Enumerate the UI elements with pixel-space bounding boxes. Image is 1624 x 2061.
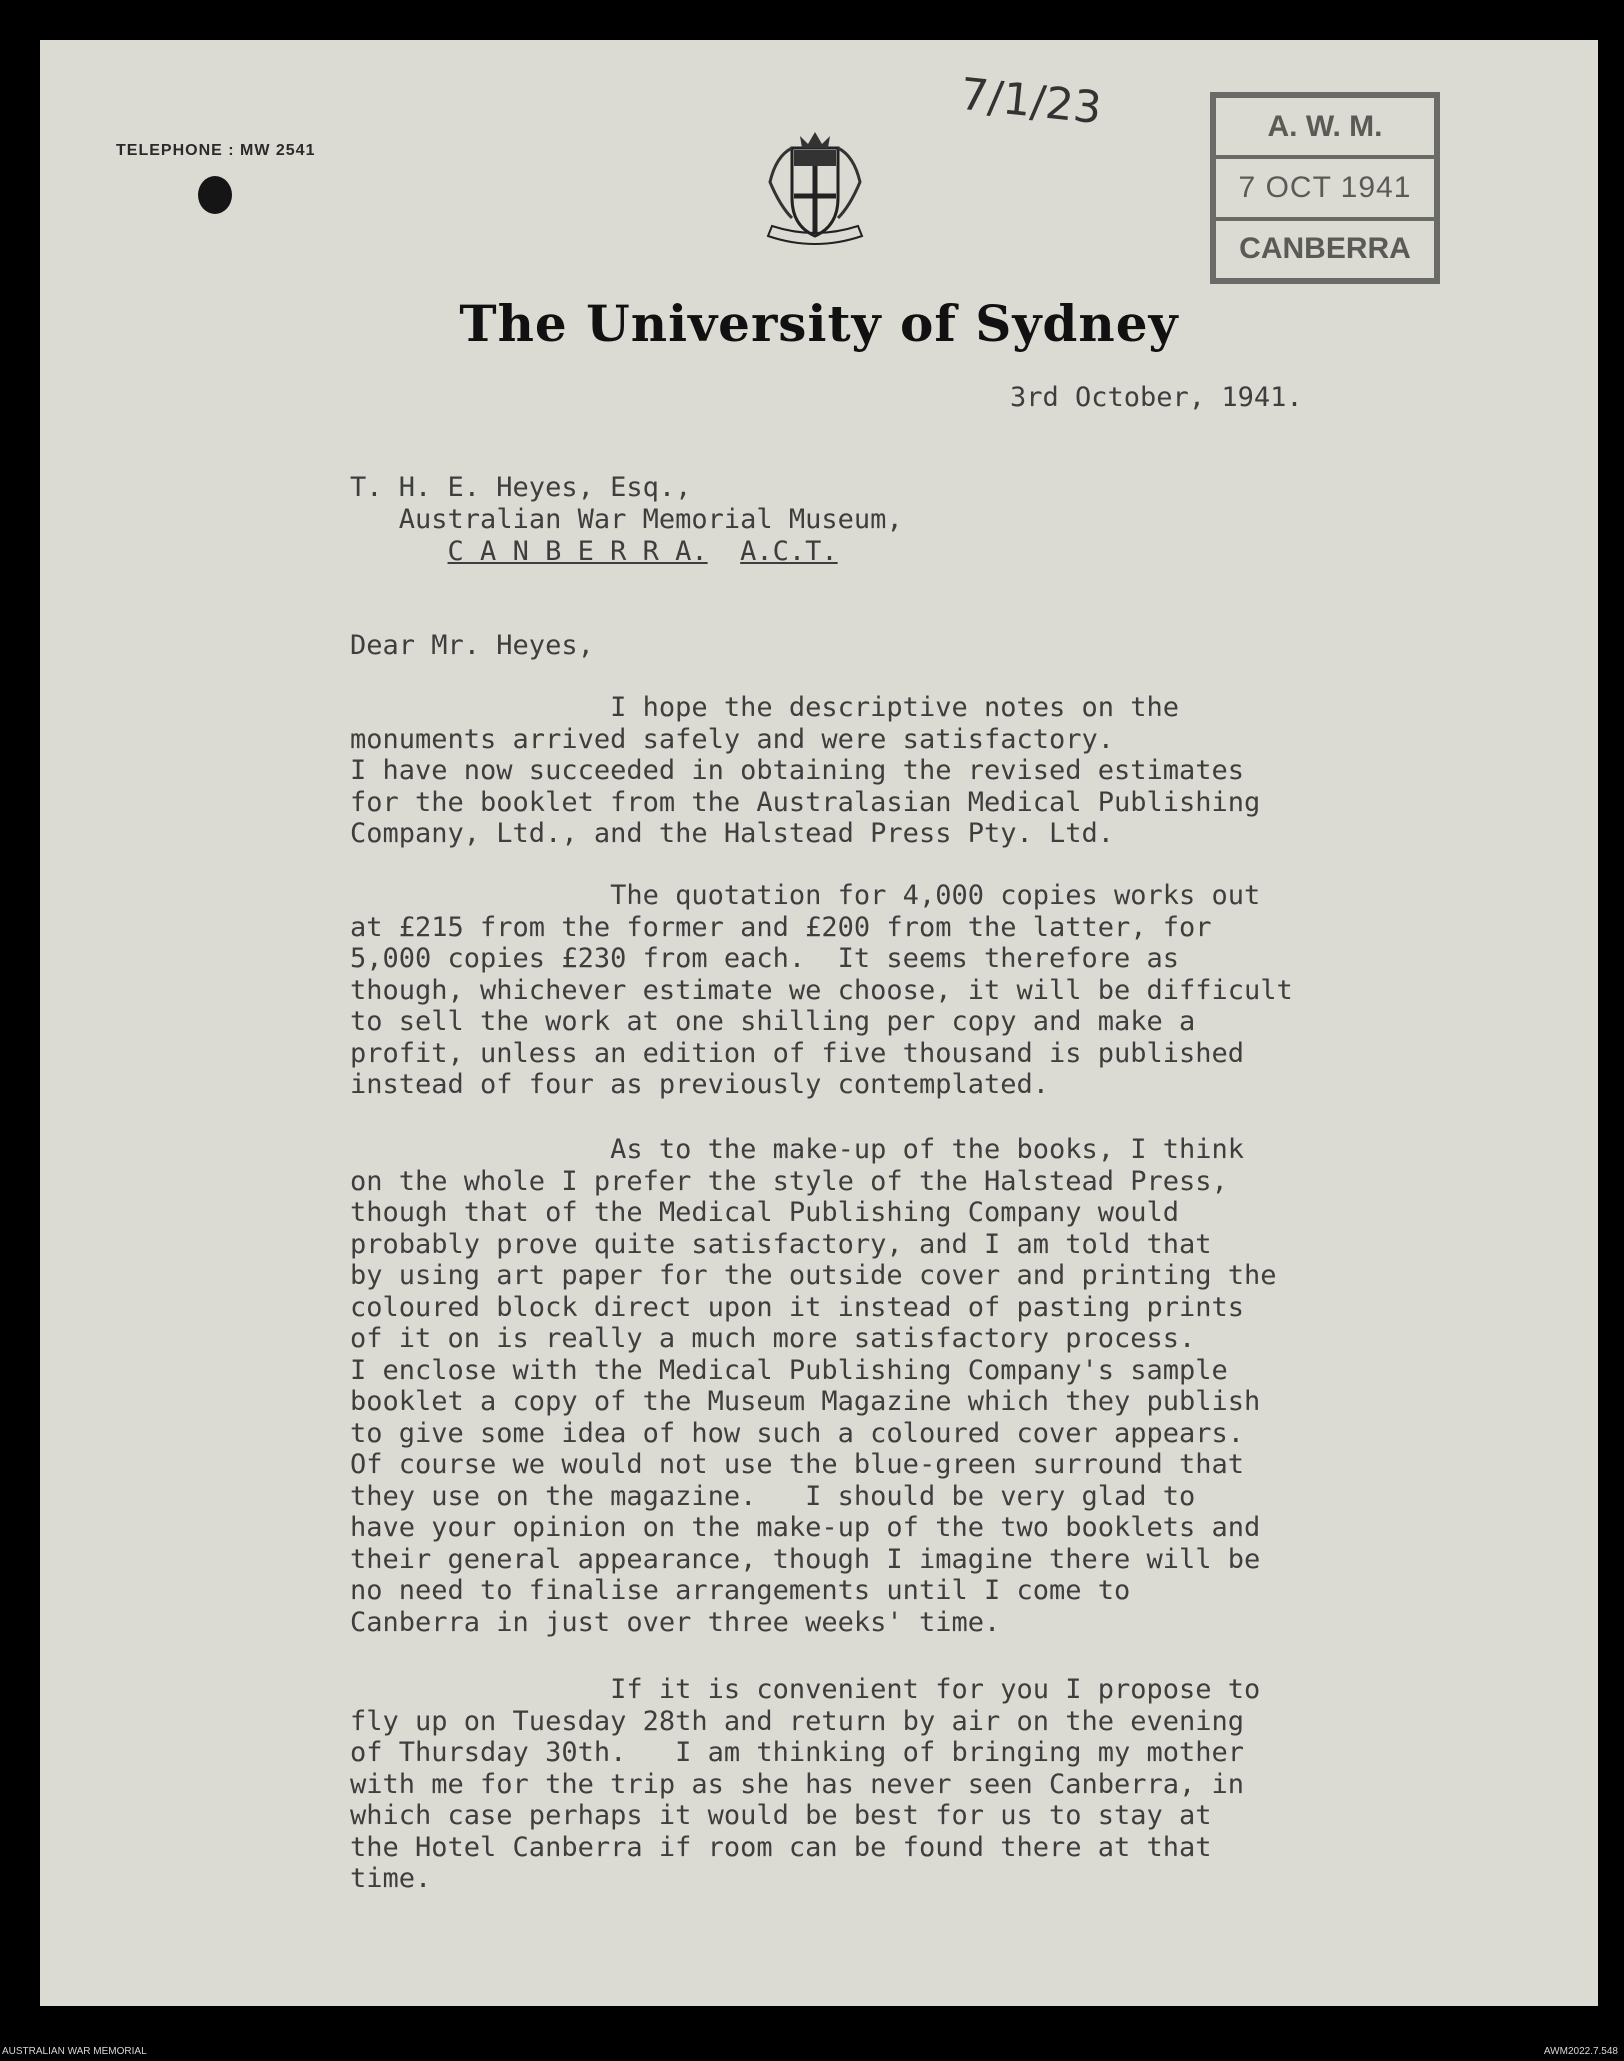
telephone-number: TELEPHONE : MW 2541 bbox=[116, 142, 316, 159]
letter-date: 3rd October, 1941. bbox=[1010, 382, 1303, 413]
recipient-institution bbox=[350, 504, 903, 535]
stamp-line-awm: A. W. M. bbox=[1267, 109, 1383, 143]
recipient-address bbox=[350, 472, 903, 568]
stamp-line-date: 7 OCT 1941 bbox=[1216, 155, 1434, 216]
stamp-line-city: CANBERRA bbox=[1216, 217, 1434, 278]
recipient-city: C A N B E R R A. bbox=[447, 536, 708, 567]
university-crest-icon bbox=[740, 126, 890, 260]
recipient-location bbox=[350, 536, 838, 567]
letter-page bbox=[40, 40, 1598, 2006]
salutation: Dear Mr. Heyes, bbox=[350, 630, 594, 661]
handwritten-reference: 7/1/23 bbox=[957, 68, 1104, 135]
footer-accession-number: AWM2022.7.548 bbox=[1543, 2046, 1618, 2057]
recipient-institution-text: Australian War Memorial Museum, bbox=[398, 504, 903, 535]
body-paragraph: I hope the descriptive notes on the monuments arrived safely and were satisfactory. I have now succeeded in obtaining the revised estimates for the booklet from the Australasian Medical Publishing Company, Ltd., and the Halstead Press Pty. Ltd. bbox=[350, 692, 1261, 849]
footer-institution: AUSTRALIAN WAR MEMORIAL bbox=[2, 2046, 147, 2057]
recipient-name: T. H. E. Heyes, Esq., bbox=[350, 472, 692, 503]
university-name: The University of Sydney bbox=[459, 294, 1179, 353]
body-paragraph: The quotation for 4,000 copies works out at £215 from the former and £200 from the latter, for 5,000 copies £230 from each. It seems therefore as though, whichever estimate we choose, it will be difficult to sell the work at one shilling per copy and make a profit, unless an edition of five thousand is published instead of four as previously contemplated. bbox=[350, 880, 1293, 1100]
received-stamp bbox=[1210, 92, 1440, 284]
body-paragraph: As to the make-up of the books, I think on the whole I prefer the style of the Halstead Press, though that of the Medical Publishing Company would probably prove quite satisfactory, and I am told that by using art paper for the outside cover and printing the coloured block direct upon it instead of pasting prints of it on is really a much more satisfactory process. I enclose with the Medical Publishing Company's sample booklet a copy of the Museum Magazine which they publish to give some idea of how such a coloured cover appears. Of course we would not use the blue-green surround that they use on the magazine. I should be very glad to have your opinion on the make-up of the two booklets and their general appearance, though I imagine there will be no need to finalise arrangements until I come to Canberra in just over three weeks' time. bbox=[350, 1134, 1277, 1638]
recipient-territory: A.C.T. bbox=[740, 536, 838, 567]
punch-hole bbox=[198, 176, 232, 214]
body-paragraph: If it is convenient for you I propose to fly up on Tuesday 28th and return by air on the evening of Thursday 30th. I am thinking of bringing my mother with me for the trip as she has never seen Canberra, in which case perhaps it would be best for us to stay at the Hotel Canberra if room can be found there at that time. bbox=[350, 1674, 1261, 1894]
